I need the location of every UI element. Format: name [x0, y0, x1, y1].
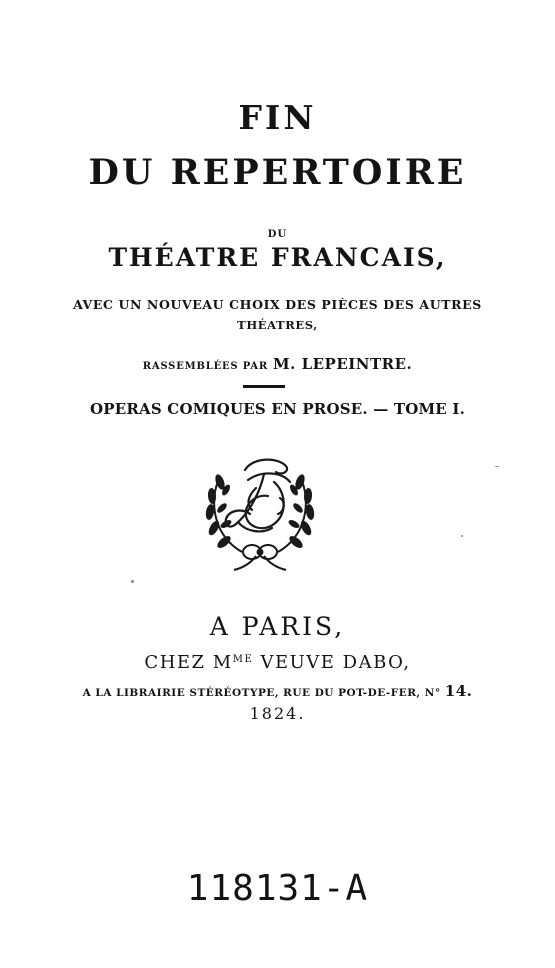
- series-line: OPERAS COMIQUES EN PROSE. — TOME I.: [89, 400, 466, 418]
- subtitle-line-2: THÉATRES,: [237, 318, 318, 332]
- imprint-address: [0, 682, 555, 700]
- publisher-prefix: CHEZ M: [144, 652, 233, 673]
- paper-speck: [131, 580, 134, 583]
- title-line-theatre: THÉATRE FRANCAIS,: [108, 243, 447, 272]
- publisher-name: VEUVE DABO,: [253, 652, 411, 673]
- imprint-publisher: [0, 652, 555, 673]
- collector-prefix: RASSEMBLÉES PAR: [142, 361, 268, 372]
- divider-rule: [243, 385, 285, 388]
- collector-line: [0, 355, 555, 373]
- paper-speck: [495, 466, 499, 467]
- collector-name: M. LEPEINTRE.: [273, 355, 413, 373]
- title-line-du: DU: [267, 229, 288, 240]
- imprint-year: 1824.: [249, 704, 306, 723]
- title-line-fin: FIN: [238, 98, 317, 137]
- paper-speck: [461, 535, 463, 537]
- monogram-laurel-wreath-icon: [190, 452, 330, 577]
- library-shelfmark: 118131-A: [186, 868, 369, 909]
- title-line-repertoire: DU REPERTOIRE: [88, 152, 467, 193]
- subtitle-line-1: AVEC UN NOUVEAU CHOIX DES PIÈCES DES AUTRES: [73, 297, 482, 312]
- address-text: A LA LIBRAIRIE STÉRÉOTYPE, RUE DU POT-DE-FER, N°: [82, 687, 441, 699]
- address-number: 14.: [444, 682, 473, 700]
- imprint-place: A PARIS,: [209, 612, 346, 641]
- publisher-superscript: ME: [232, 654, 254, 665]
